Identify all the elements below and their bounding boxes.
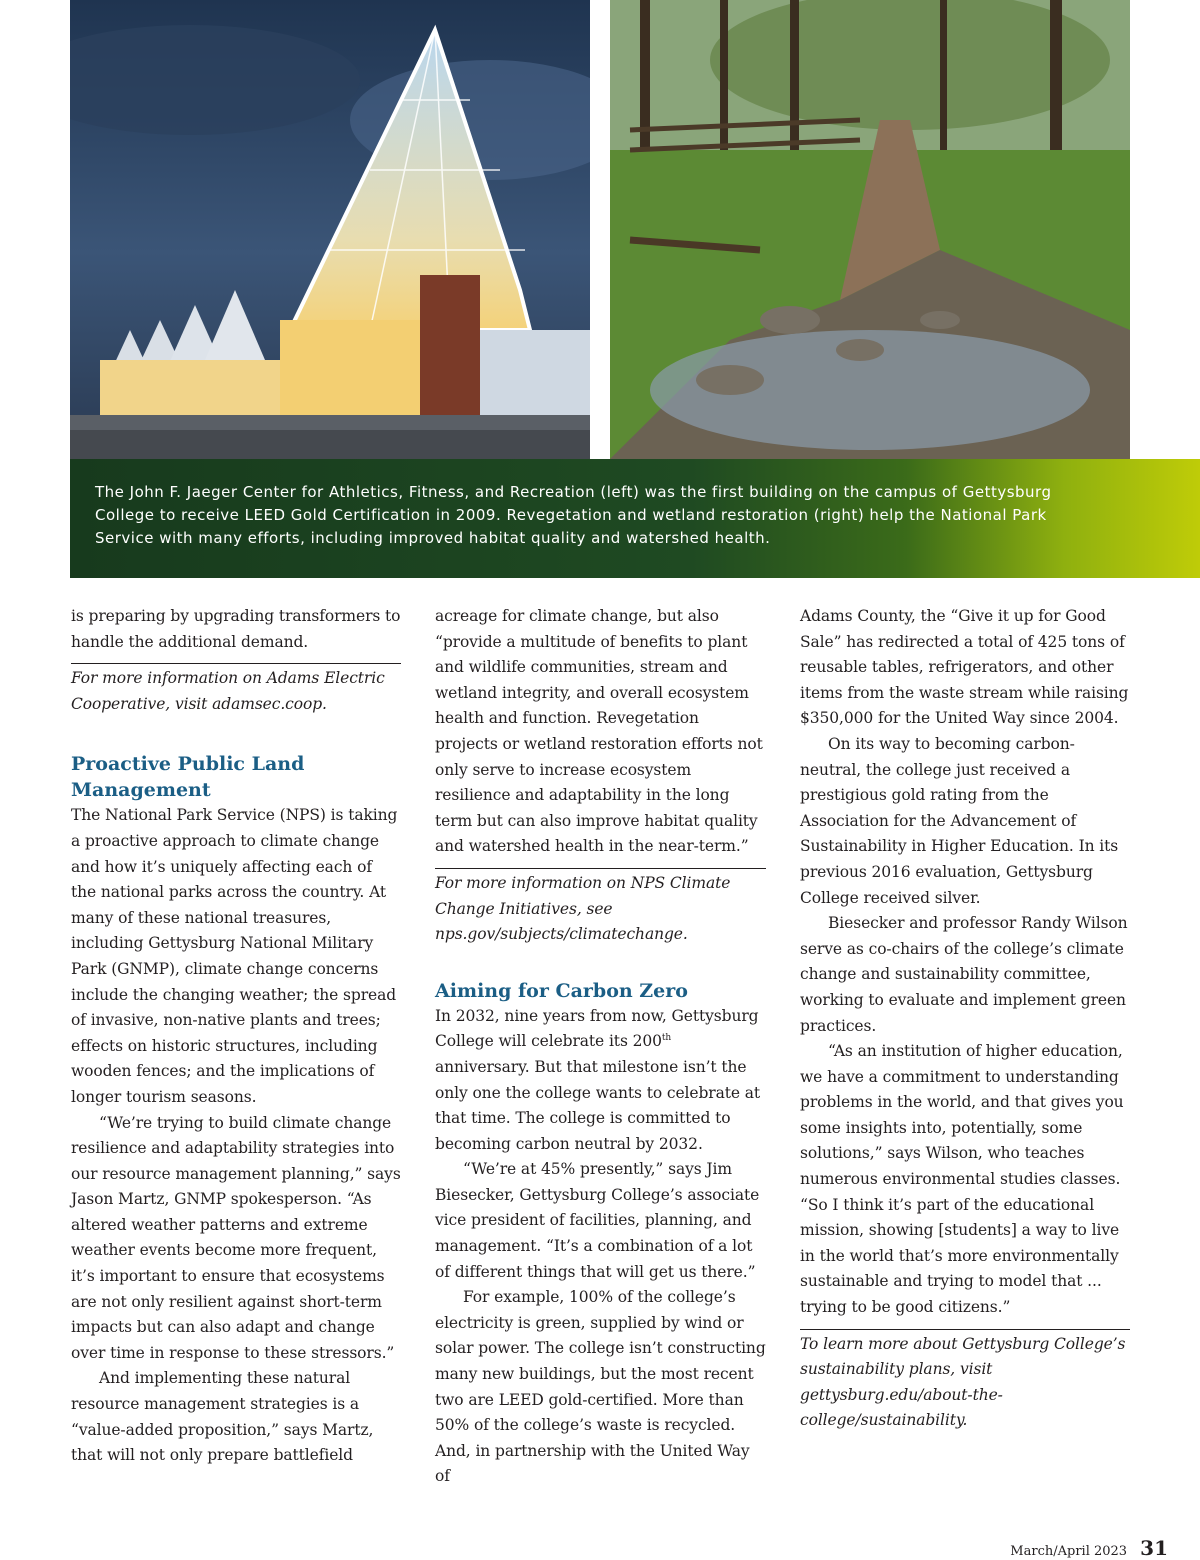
photo-caption: The John F. Jaeger Center for Athletics, Fitness, and Recreation (left) was the first building on the campus of Gettysburg College to receive LEED Gold Certification in 2009. Revegetation and wetland restoration (right) help the National Park Service with many efforts, including improved habitat quality and watershed health. [95,483,1052,547]
caption-band [70,459,1200,578]
paragraph: is preparing by upgrading transformers to handle the additional demand. [71,607,401,651]
photo-jaeger-center [70,0,590,459]
text-run: In 2032, nine years from now, Gettysburg College will celebrate its 200 [435,1006,759,1051]
column-3 [800,604,1130,1434]
superscript: th [661,1033,672,1044]
paragraph: Adams County, the “Give it up for Good Sale” has redirected a total of 425 tons of reusable tables, refrigerators, and other items from the waste stream while raising $350,000 for the United Way since 2004. [800,607,1129,728]
paragraph: “We’re at 45% presently,” says Jim Biesecker, Gettysburg College’s associate vice president of facilities, planning, and management. “It’s a combination of a lot of different things that will get us there.” [435,1160,760,1281]
note-text: For more information on NPS Climate Change Initiatives, see nps.gov/subjects/climatechange. [435,873,731,944]
info-note [71,663,401,717]
page-number: 31 [1140,1536,1168,1560]
info-note [800,1329,1130,1434]
photo-trail-stream [610,0,1130,459]
paragraph: And implementing these natural resource management strategies is a “value-added proposition,” says Martz, that will not only prepare battlefield [71,1369,374,1465]
note-text: For more information on Adams Electric Cooperative, visit adamsec.coop. [71,669,385,713]
paragraph: “We’re trying to build climate change resilience and adaptability strategies into our resource management planning,” says Jason Martz, GNMP spokesperson. “As altered weather patterns and extreme weather events become more frequent, it’s important to ensure that ecosystems are not only resilient against short-term impacts but can also adapt and change over time in response to these stressors.” [71,1113,401,1362]
paragraph: On its way to becoming carbon-neutral, the college just received a prestigious gold rating from the Association for the Advancement of Sustainability in Higher Education. In its previous 2016 evaluation, Gettysburg College received silver. [800,734,1119,907]
paragraph [435,1004,766,1158]
column-1 [71,604,401,1469]
trail-illustration [610,0,1130,459]
info-note [435,868,766,948]
paragraph: The National Park Service (NPS) is taking a proactive approach to climate change and how it’s uniquely affecting each of the national parks across the country. At many of these national treasures, including Gettysburg National Military Park (GNMP), climate change concerns include the changing weather; the spread of invasive, non-native plants and trees; effects on historic structures, including wooden fences; and the implications of longer tourism seasons. [71,806,398,1106]
building-illustration [70,0,590,459]
column-2 [435,604,766,1490]
section-heading: Aiming for Carbon Zero [435,979,688,1002]
paragraph: For example, 100% of the college’s electricity is green, supplied by wind or solar power. The college isn’t constructing many new buildings, but the most recent two are LEED gold-certified. More than 50% of the college’s waste is recycled. And, in partnership with the United Way of [435,1288,766,1486]
paragraph: Biesecker and professor Randy Wilson serve as co-chairs of the college’s climate change and sustainability committee, working to evaluate and implement green practices. [800,914,1128,1035]
paragraph: acreage for climate change, but also “provide a multitude of benefits to plant and wildlife communities, stream and wetland integrity, and overall ecosystem health and function. Revegetation projects or wetland restoration efforts not only serve to increase ecosystem resilience and adaptability in the long term but can also improve habitat quality and watershed health in the near-term.” [435,607,763,856]
paragraph: “As an institution of higher education, we have a commitment to understanding problems in the world, and that gives you some insights into, potentially, some solutions,” says Wilson, who teaches numerous environmental studies classes. “So I think it’s part of the educational mission, showing [students] a way to live in the world that’s more environmentally sustainable and trying to model that ... trying to be good citizens.” [800,1042,1124,1317]
section-heading: Proactive Public Land Management [71,753,305,802]
note-text: To learn more about Gettysburg College’s sustainability plans, visit gettysburg.edu/about-the-college/sustainability. [800,1334,1126,1430]
issue-date: March/April 2023 [1010,1544,1128,1559]
page-folio [1010,1536,1168,1560]
text-run: anniversary. But that milestone isn’t the only one the college wants to celebrate at that time. The college is committed to becoming carbon neutral by 2032. [435,1057,761,1153]
